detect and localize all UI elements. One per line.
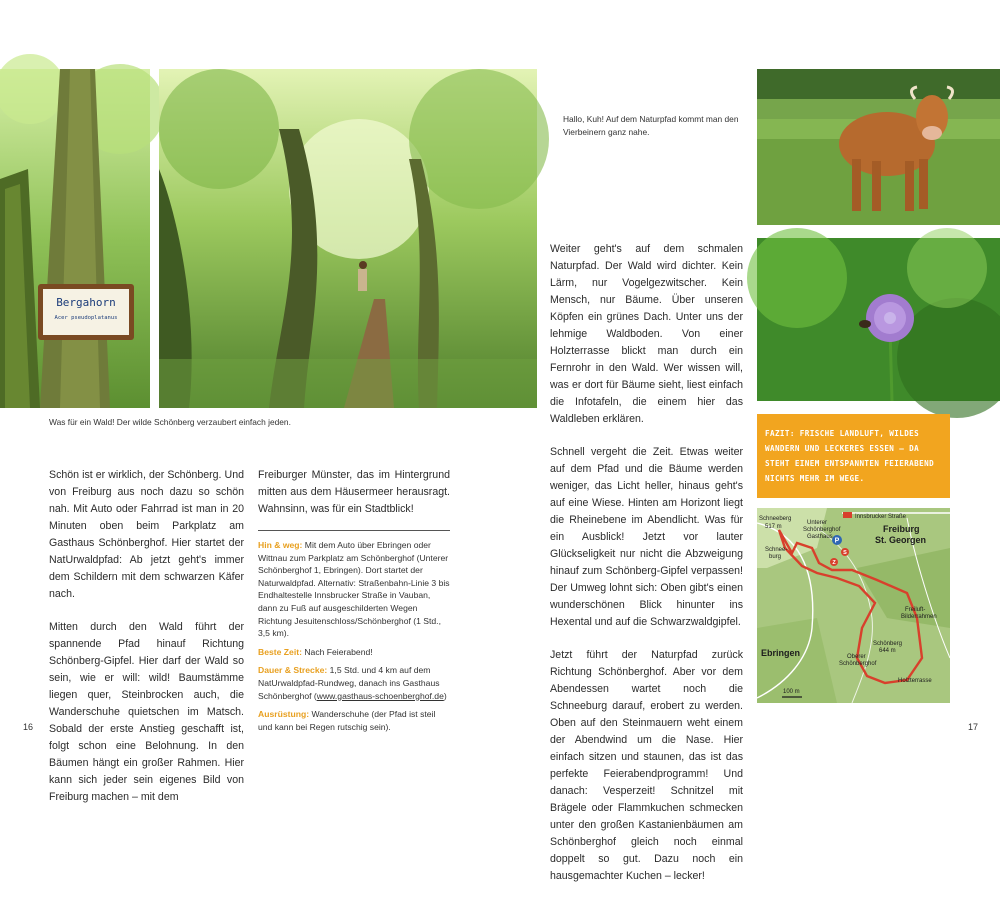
label-schoenberghof: Schönberghof	[803, 527, 841, 533]
label-freiluft: Freiluft-	[905, 607, 926, 613]
cow-photo	[757, 69, 1000, 225]
label-schoenberg-height: 644 m	[879, 648, 896, 654]
label-freiburg: Freiburg	[883, 524, 920, 534]
label-schnee: Schnee-	[765, 547, 788, 553]
paragraph: Freiburger Münster, das im Hintergrund mitten aus dem Häusermeer herausragt. Wahnsinn, was für ein Stadtblick!	[258, 469, 450, 515]
paragraph: Weiter geht's auf dem schmalen Naturpfad. Der Wald wird dichter. Kein Lärm, nur Vogelgezwitscher. Kein Mensch, nur Bäume. Über unseren Köpfen ein grünes Dach. Unter uns der lehmige Waldboden. Von einer Holzterrasse blickt man durch ein Fernrohr in den Wald. Wer wissen will, was er dort für Bäume sieht, liest einfach die Infotafeln, die einem hier das Waldleben erklären.	[550, 243, 743, 425]
fazit-box: FAZIT: FRISCHE LANDLUFT, WILDES WANDERN UND LECKERES ESSEN – DA STEHT EINEM ENTSPANNTEN FEIERABEND NICHTS MEHR IM WEGE.	[757, 414, 950, 498]
forest-caption: Was für ein Wald! Der wilde Schönberg verzaubert einfach jeden.	[49, 417, 291, 427]
flower-photo	[757, 238, 1000, 401]
label-burg: burg	[769, 554, 782, 560]
info-arrival	[258, 539, 450, 640]
label-oberer: Oberer	[847, 654, 866, 660]
cow-caption: Hallo, Kuh! Auf dem Naturpfad kommt man den Vierbeinern ganz nahe.	[563, 114, 739, 137]
info-text: Nach Feierabend!	[304, 646, 373, 657]
website-link[interactable]: www.gasthaus-schoenberghof.de	[316, 690, 444, 701]
label-gasthaus: Gasthaus	[807, 534, 833, 540]
label-oberer-2: Schönberghof	[839, 661, 877, 667]
sign-subtitle: Acer pseudoplatanus	[54, 315, 118, 321]
info-best-time	[258, 646, 450, 659]
start-marker: S	[843, 550, 847, 556]
paragraph: Schön ist er wirklich, der Schönberg. Und von Freiburg aus noch dazu so schön nah. Mit Auto oder Fahrrad ist man in 20 Minuten oben beim Parkplatz am Gasthaus Schönberghof. Hier startet der NatUrwaldpfad: Ab jetzt geht's immer dem Schildern mit dem schwarzen Käfer nach.	[49, 469, 244, 600]
info-text: 1,5 Std. und 4 km auf dem NatUrwaldpfad-Rundweg, danach ins Gasthaus Schönberghof	[258, 665, 440, 701]
info-text: Wanderschuhe (der Pfad ist steil und kann bei Regen rutschig sein).	[258, 709, 436, 732]
label-schneeberg-height: 517 m	[765, 524, 782, 530]
label-unterer: Unterer	[807, 520, 828, 526]
info-box	[258, 520, 450, 739]
paragraph: Jetzt führt der Naturpfad zurück Richtung Schönberghof. Aber vor dem Abendessen wartet noch die Schneeburg darauf, erobert zu werden. Oben auf den Steinmauern weht einem der Abendwind um die Nase. Hier einfach sitzen und staunen, das ist das perfekte Feierabendprogramm! Und danach: Vesperzeit! Schnitzel mit Brägele oder Flammkuchen schmecken unter den großen Kastanienbäumen am Schönberghof gleich noch einmal doppelt so gut. Dazu noch ein hausgemachter Kuchen – lecker!	[550, 649, 743, 882]
paragraph: Schnell vergeht die Zeit. Etwas weiter auf dem Pfad und die Bäume werden weniger, das Licht heller, hinaus geht's auf eine Wiese. Hinten am Horizont liegt die Rheinebene im Abendlicht. Was für ein Ausblick! Jetzt vor lauter Glückseligkeit nur nicht die Abzweigung hinauf zum Schönberg-Gipfel verpassen! Der Umweg lohnt sich: Oben gibt's einen wunderschönen Blick hinunter ins Hexental und auf die Schwarzwaldgipfel.	[550, 446, 743, 628]
info-equipment	[258, 708, 450, 733]
divider	[258, 530, 450, 531]
info-duration: Dauer & Strecke: 1,5 Std. und 4 km auf dem NatUrwaldpfad-Rundweg, danach ins Gasthaus Schönberghof (www.gasthaus-schoenberghof.de)	[258, 665, 447, 701]
route-map	[757, 508, 950, 703]
parking-icon: P	[834, 537, 840, 545]
paragraph: Mitten durch den Wald führt der spannende Pfad hinauf Richtung Schönberg-Gipfel. Hier darf der Wald so sein, wie er will: wild! Baumstämme liegen quer, Steinbrocken auch, die Wanderschuhe quietschen im Matsch. Sobald der erste Anstieg geschafft ist, folgt schon eine Belohnung. In den Bäumen hängt ein großer Rahmen. Hier kann sich jeder sein eigenes Bild von Freiburg machen – mit dem	[49, 621, 244, 803]
finish-marker: Z	[832, 560, 836, 566]
left-column-1	[49, 467, 244, 822]
label-scale: 100 m	[783, 689, 800, 695]
tree-sign-photo	[0, 69, 150, 408]
label-schoenberg: Schönberg	[873, 641, 903, 647]
label-holzterrasse: Holzterrasse	[898, 678, 932, 684]
sign-title: Bergahorn	[56, 296, 116, 309]
left-column-2	[258, 467, 450, 518]
info-label: Ausrüstung:	[258, 709, 310, 720]
label-innsbrucker: Innsbrucker Straße	[855, 514, 907, 520]
info-label: Dauer & Strecke:	[258, 665, 328, 676]
info-text: Mit dem Auto über Ebringen oder Wittnau zum Parkplatz am Schönberghof (Unterer Schönberghof 1, Ebringen). Dort startet der Naturwaldpfad. Alternativ: Straßenbahn-Linie 3 bis Endhaltestelle Innsbrucker Straße in Vauban, dann zu Fuß auf ausgeschilderten Wegen Richtung Jesuitenschloss/Schönberghof (1 Std., 3,5 km).	[258, 540, 450, 639]
label-bilderrahmen: Bilderrahmen	[901, 614, 937, 620]
info-label: Beste Zeit:	[258, 646, 302, 657]
label-ebringen: Ebringen	[761, 648, 801, 658]
label-schneeberg: Schneeberg	[759, 516, 792, 522]
right-column	[550, 241, 743, 901]
info-label: Hin & weg:	[258, 540, 303, 550]
species-sign	[38, 284, 134, 340]
forest-path-photo	[159, 69, 537, 408]
page-number-left: 16	[23, 722, 34, 732]
label-st-georgen: St. Georgen	[875, 535, 927, 545]
page-number-right: 17	[968, 722, 979, 732]
